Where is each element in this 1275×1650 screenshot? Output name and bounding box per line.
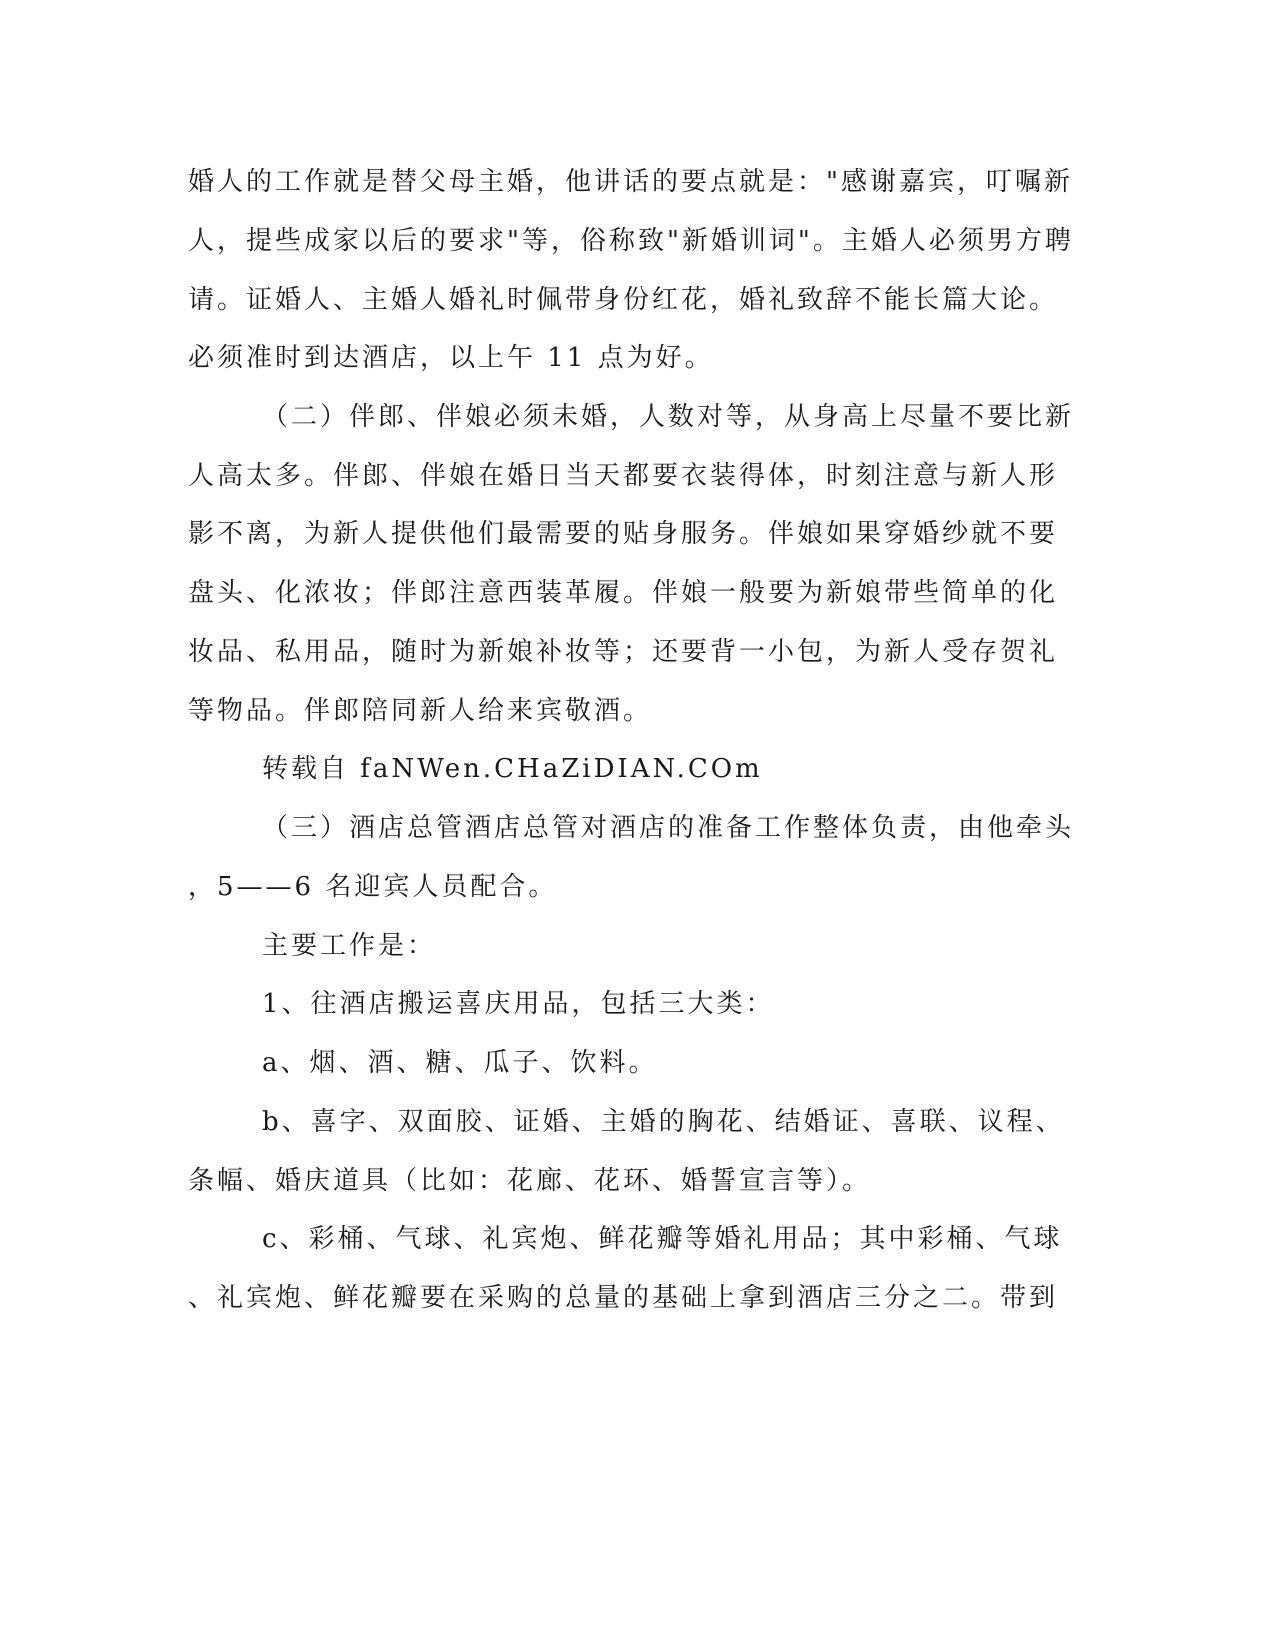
list-item: 1、往酒店搬运喜庆用品，包括三大类： [262,989,775,1019]
source-note: 转载自 faNWen.CHaZiDIAN.COm [262,754,763,784]
list-item-continuation: 条幅、婚庆道具（比如：花廊、花环、婚誓宣言等）。 [188,1166,872,1196]
paragraph-line: 等物品。伴郎陪同新人给来宾敬酒。 [188,696,653,726]
paragraph-line: ，5——6 名迎宾人员配合。 [188,872,558,902]
paragraph-line: 婚人的工作就是替父母主婚，他讲话的要点就是："感谢嘉宾，叮嘱新 [188,167,1073,197]
paragraph-line: 人高太多。伴郎、伴娘在婚日当天都要衣装得体，时刻注意与新人形 [188,461,1059,491]
paragraph-line: 主要工作是： [262,931,437,961]
paragraph-line: 请。证婚人、主婚人婚礼时佩带身份红花，婚礼致辞不能长篇大论。 [188,285,1059,315]
list-item: a、烟、酒、糖、瓜子、饮料。 [262,1048,658,1078]
paragraph-line: 盘头、化浓妆；伴郎注意西装革履。伴娘一般要为新娘带些简单的化 [188,578,1059,608]
paragraph-line: 妆品、私用品，随时为新娘补妆等；还要背一小包，为新人受存贺礼 [188,637,1059,667]
paragraph-line: （三）酒店总管酒店总管对酒店的准备工作整体负责，由他牵头 [262,813,1075,843]
paragraph-line: （二）伴郎、伴娘必须未婚，人数对等，从身高上尽量不要比新 [262,402,1075,432]
list-item: c、彩桶、气球、礼宾炮、鲜花瓣等婚礼用品；其中彩桶、气球 [262,1224,1063,1254]
list-item-continuation: 、礼宾炮、鲜花瓣要在采购的总量的基础上拿到酒店三分之二。带到 [188,1283,1059,1313]
paragraph-line: 人，提些成家以后的要求"等，俗称致"新婚训词"。主婚人必须男方聘 [188,226,1074,256]
list-item: b、喜字、双面胶、证婚、主婚的胸花、结婚证、喜联、议程、 [262,1107,1065,1137]
paragraph-line: 必须准时到达酒店，以上午 11 点为好。 [188,343,714,373]
paragraph-line: 影不离，为新人提供他们最需要的贴身服务。伴娘如果穿婚纱就不要 [188,519,1059,549]
